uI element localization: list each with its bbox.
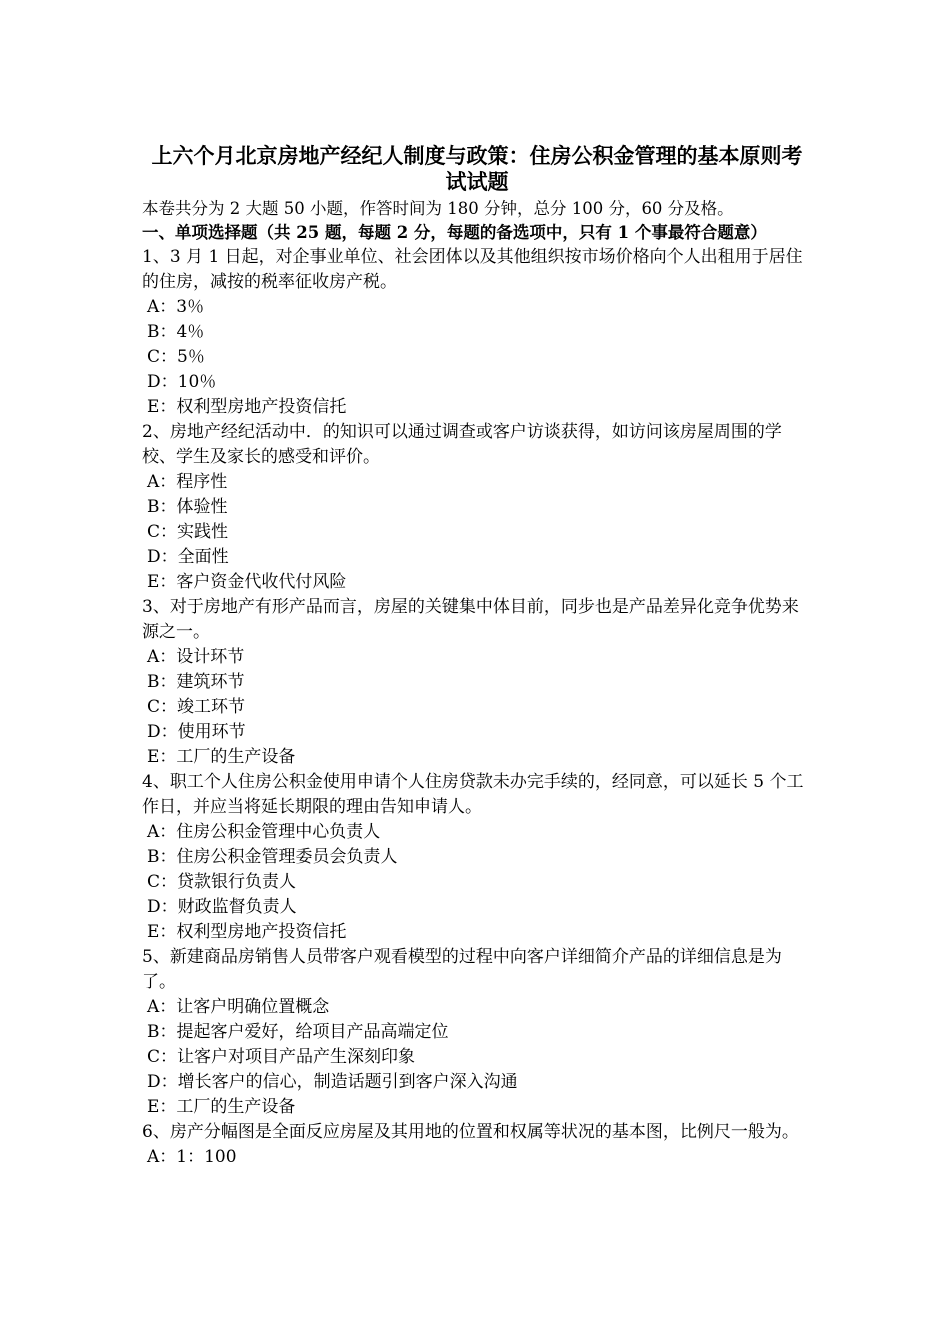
question-stem: 5、新建商品房销售人员带客户观看模型的过程中向客户详细简介产品的详细信息是为了。 [142,947,782,992]
answer-option: A：让客户明确位置概念 [147,997,330,1017]
exam-intro: 本卷共分为 2 大题 50 小题，作答时间为 180 分钟，总分 100 分，60 分及格。 [142,199,734,218]
answer-option: A：住房公积金管理中心负责人 [147,822,381,842]
answer-option: B：体验性 [147,497,228,517]
question-stem: 1、3 月 1 日起，对企事业单位、社会团体以及其他组织按市场价格向个人出租用于居住的住房，减按的税率征收房产税。 [142,247,803,292]
answer-option: D：增长客户的信心，制造话题引到客户深入沟通 [147,1072,518,1092]
answer-option: A：程序性 [147,472,228,492]
option-list [142,820,812,945]
answer-option: A：3％ [147,297,205,317]
answer-option: B：4％ [147,322,205,342]
question-stem: 6、房产分幅图是全面反应房屋及其用地的位置和权属等状况的基本图，比例尺一般为。 [142,1122,799,1142]
answer-option: C：实践性 [147,522,229,542]
answer-option: D：财政监督负责人 [147,897,297,917]
option-list [142,645,812,770]
answer-option: E：工厂的生产设备 [147,747,296,767]
option-list [142,295,812,420]
question-list [142,245,812,1170]
question-5 [142,945,812,1120]
question-2 [142,420,812,595]
answer-option: B：建筑环节 [147,672,245,692]
answer-option: E：客户资金代收代付风险 [147,572,347,592]
document-page [142,143,812,1170]
answer-option: C：竣工环节 [147,697,246,717]
question-1 [142,245,812,420]
option-list [142,995,812,1120]
question-stem: 3、对于房地产有形产品而言，房屋的关键集中体目前，同步也是产品差异化竞争优势来源之一。 [142,597,799,642]
answer-option: E：权利型房地产投资信托 [147,397,347,417]
answer-option: E：权利型房地产投资信托 [147,922,347,942]
option-list [142,1145,812,1170]
question-3 [142,595,812,770]
answer-option: D：10％ [147,372,217,392]
answer-option: E：工厂的生产设备 [147,1097,296,1117]
answer-option: A：1：100 [147,1147,237,1167]
question-stem: 2、房地产经纪活动中．的知识可以通过调查或客户访谈获得，如访问该房屋周围的学校、学生及家长的感受和评价。 [142,422,782,467]
section-heading: 一、单项选择题（共 25 题，每题 2 分，每题的备选项中，只有 1 个事最符合题意） [142,223,767,242]
answer-option: D：全面性 [147,547,229,567]
question-stem: 4、职工个人住房公积金使用申请个人住房贷款未办完手续的，经同意，可以延长 5 个工作日，并应当将延长期限的理由告知申请人。 [142,772,804,817]
answer-option: C：让客户对项目产品产生深刻印象 [147,1047,416,1067]
answer-option: C：贷款银行负责人 [147,872,297,892]
answer-option: D：使用环节 [147,722,246,742]
question-6 [142,1120,812,1170]
answer-option: A：设计环节 [147,647,245,667]
option-list [142,470,812,595]
answer-option: C：5％ [147,347,205,367]
question-4 [142,770,812,945]
document-title: 上六个月北京房地产经纪人制度与政策：住房公积金管理的基本原则考试试题 [151,143,803,194]
answer-option: B：住房公积金管理委员会负责人 [147,847,398,867]
answer-option: B：提起客户爱好，给项目产品高端定位 [147,1022,449,1042]
